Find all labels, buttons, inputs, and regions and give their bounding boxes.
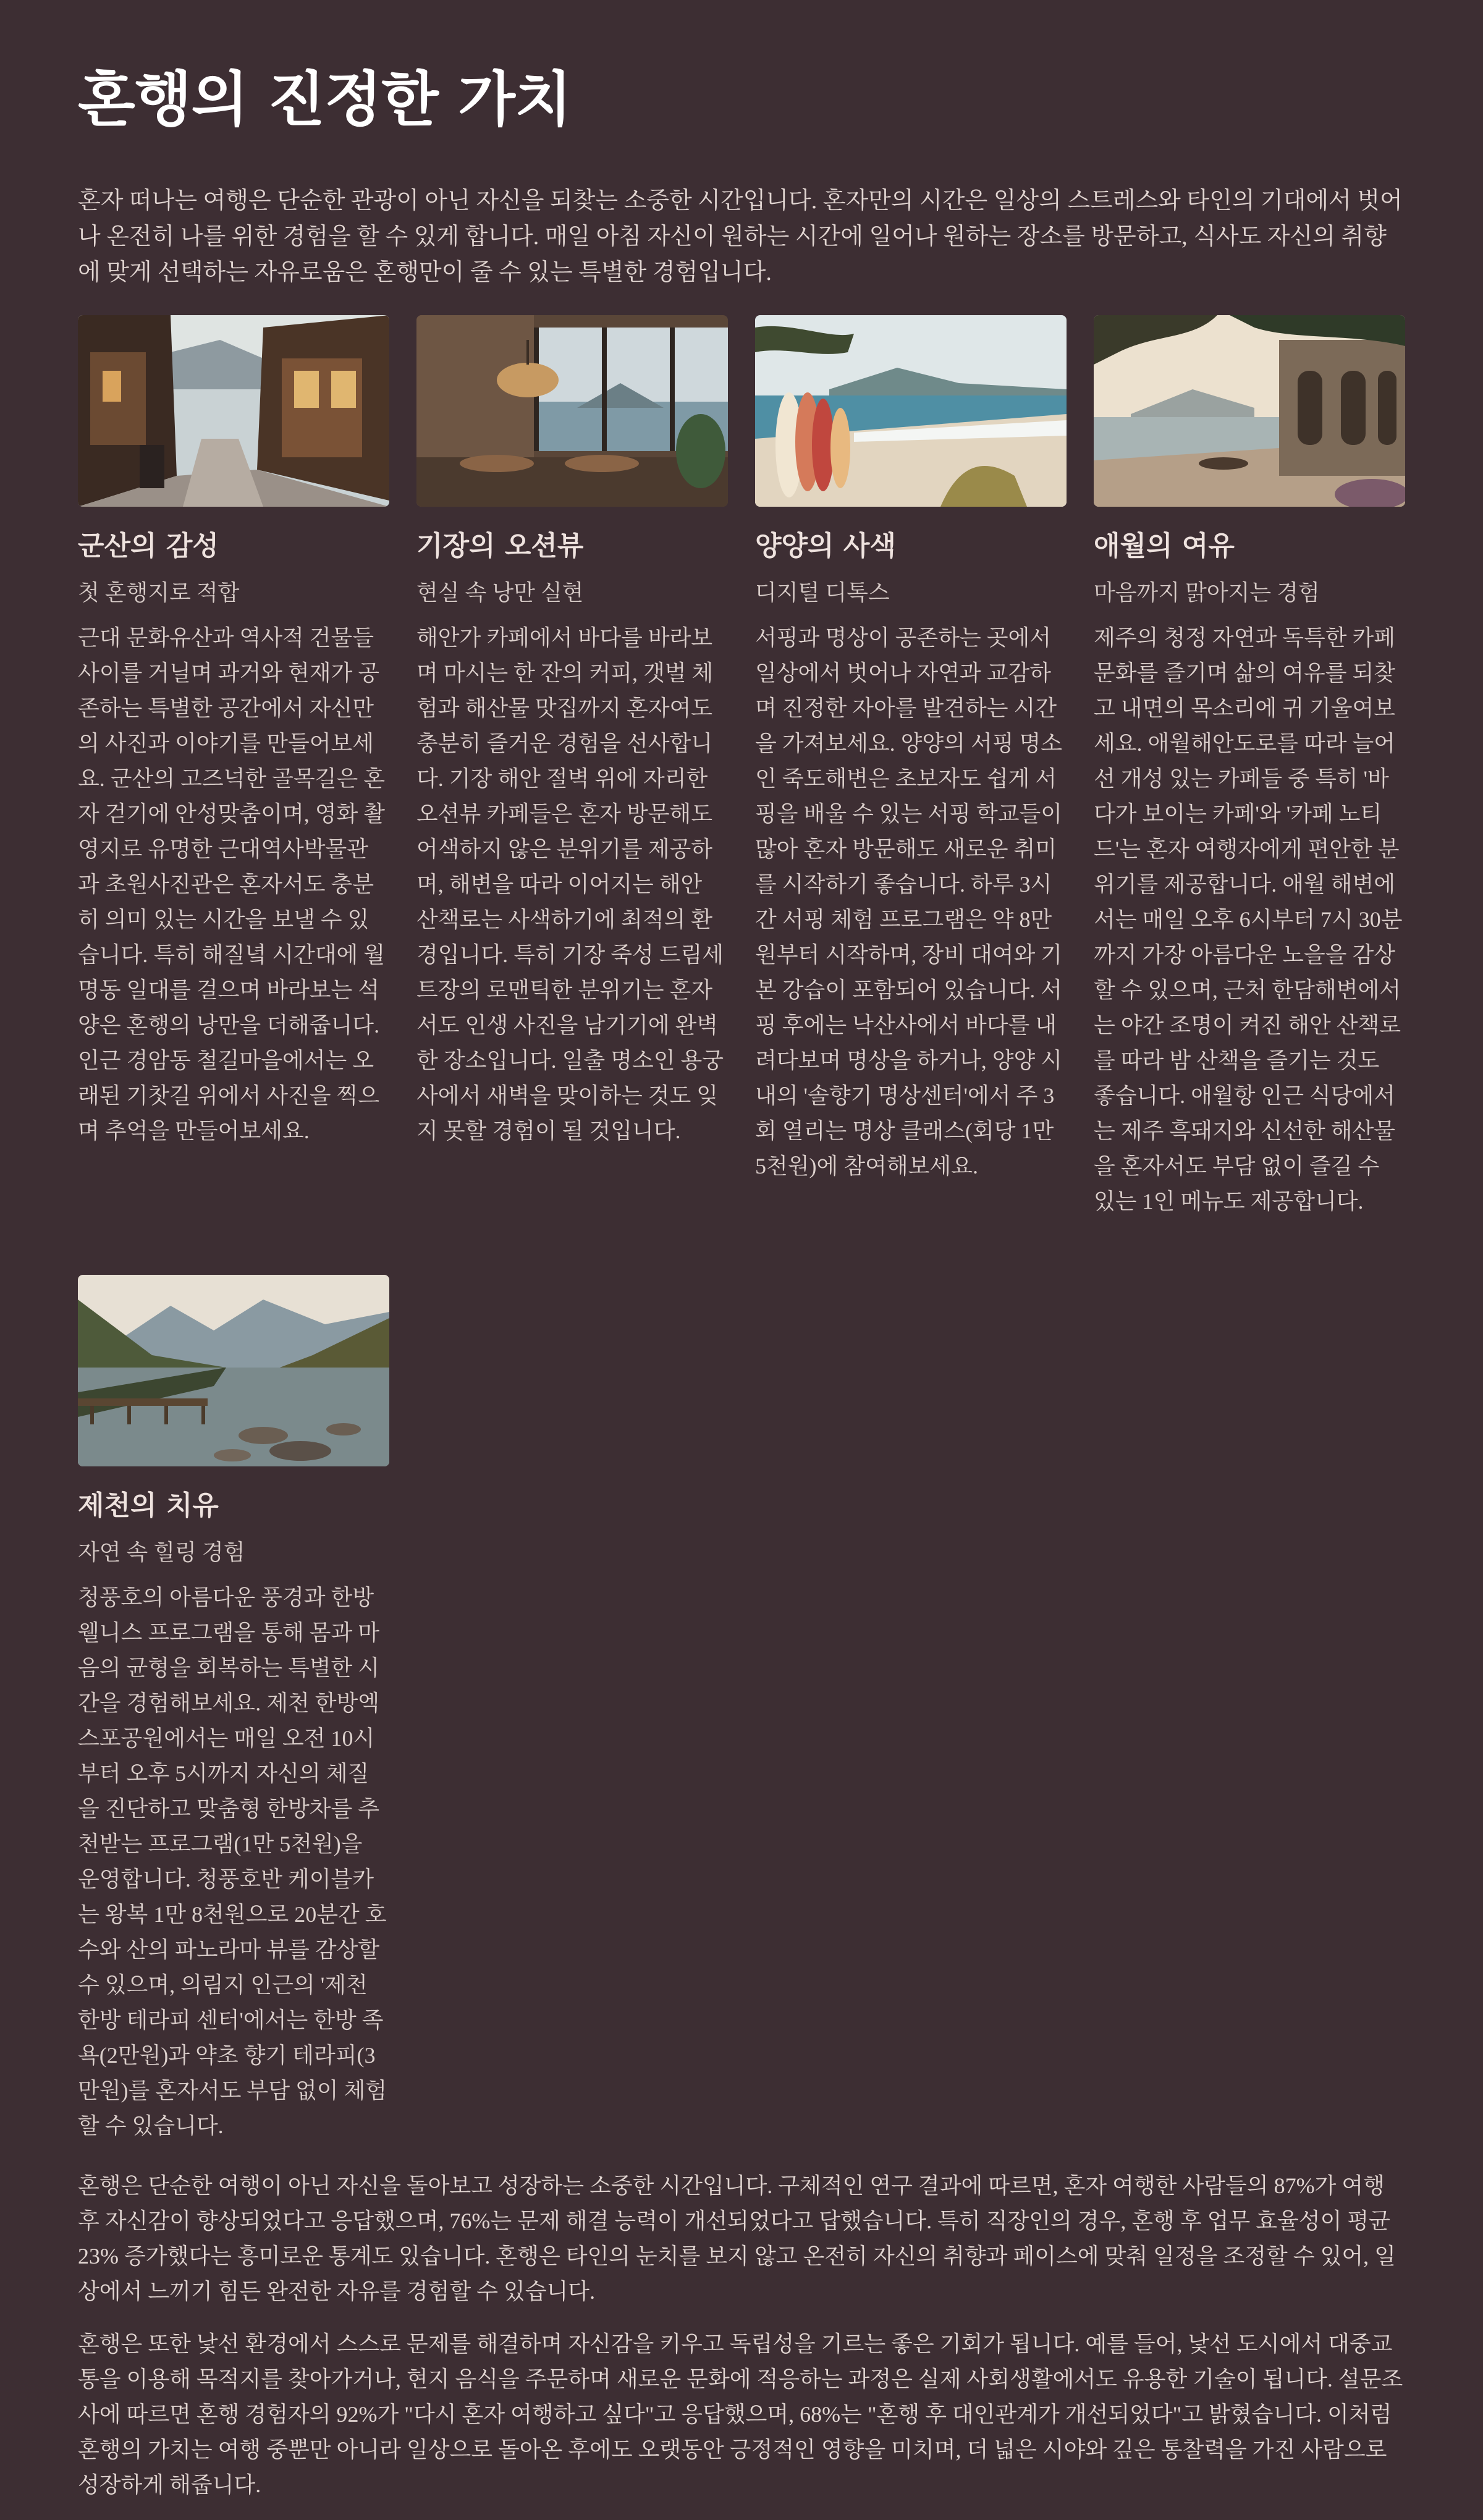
- street-photo-icon: [78, 315, 389, 507]
- cafe-photo-icon: [416, 315, 728, 507]
- card-title: 제천의 치유: [78, 1490, 219, 1521]
- card-description: 제주의 청정 자연과 독특한 카페 문화를 즐기며 삶의 여유를 되찾고 내면의 목소리에 귀 기울여보세요. 애월해안도로를 따라 늘어선 개성 있는 카페들 중 특히 '바다가 보이는 카페'와 '카페 노티드'는 혼자 여행자에게 편안한 분위기를 제공합니다. 애월 해변에서는 매일 오후 6시부터 7시 30분까지 가장 아름다운 노을을 감상할 수 있으며, 근처 한담해변에서는 야간 조명이 켜진 해안 산책로를 따라 밤 산책을 즐기는 것도 좋습니다. 애월항 인근 식당에서는 제주 흑돼지와 신선한 해산물을 혼자서도 부담 없이 즐길 수 있는 1인 메뉴도 제공합니다.: [1094, 625, 1403, 1214]
- destination-card-yangyang: [755, 315, 1067, 1219]
- card-description: 청풍호의 아름다운 풍경과 한방 웰니스 프로그램을 통해 몸과 마음의 균형을 회복하는 특별한 시간을 경험해보세요. 제천 한방엑스포공원에서는 매일 오전 10시부터 오후 5시까지 자신의 체질을 진단하고 맞춤형 한방차를 추천받는 프로그램(1만 5천원)을 운영합니다. 청풍호반 케이블카는 왕복 1만 8천원으로 20분간 호수와 산의 파노라마 뷰를 감상할 수 있으며, 의림지 인근의 '제천 한방 테라피 센터'에서는 한방 족욕(2만원)과 약초 향기 테라피(3만원)를 혼자서도 부담 없이 체험할 수 있습니다.: [78, 1585, 387, 2138]
- conclusion-paragraph: 혼행은 단순한 여행이 아닌 자신을 돌아보고 성장하는 소중한 시간입니다. 구체적인 연구 결과에 따르면, 혼자 여행한 사람들의 87%가 여행 후 자신감이 향상되었다고 응답했으며, 76%는 문제 해결 능력이 개선되었다고 답했습니다. 특히 직장인의 경우, 혼행 후 업무 효율성이 평균 23% 증가했다는 흥미로운 통계도 있습니다. 혼행은 타인의 눈치를 보지 않고 온전히 자신의 취향과 페이스에 맞춰 일정을 조정할 수 있어, 일상에서 느끼기 힘든 완전한 자유를 경험할 수 있습니다.: [78, 2173, 1396, 2304]
- card-subtitle: 마음까지 맑아지는 경험: [1094, 580, 1320, 605]
- destination-card-aewol: [1094, 315, 1405, 1219]
- destination-card-gunsan: [78, 315, 389, 1219]
- card-title: 양양의 사색: [755, 530, 896, 562]
- card-title: 애월의 여유: [1094, 530, 1235, 562]
- beach-photo-icon: [755, 315, 1067, 507]
- destination-grid: [78, 315, 1405, 2144]
- card-subtitle: 첫 혼행지로 적합: [78, 580, 240, 605]
- conclusion-paragraph: 혼행은 또한 낯선 환경에서 스스로 문제를 해결하며 자신감을 키우고 독립성을 기르는 좋은 기회가 됩니다. 예를 들어, 낯선 도시에서 대중교통을 이용해 목적지를 찾아가거나, 현지 음식을 주문하며 새로운 문화에 적응하는 과정은 실제 사회생활에서도 유용한 기술이 됩니다. 설문조사에 따르면 혼행 경험자의 92%가 "다시 혼자 여행하고 싶다"고 응답했으며, 68%는 "혼행 후 대인관계가 개선되었다"고 밝혔습니다. 이처럼 혼행의 가치는 여행 중뿐만 아니라 일상으로 돌아온 후에도 오랫동안 긍정적인 영향을 미치며, 더 넓은 시야와 깊은 통찰력을 가진 사람으로 성장하게 해줍니다.: [78, 2332, 1403, 2497]
- card-subtitle: 현실 속 낭만 실현: [416, 580, 584, 605]
- intro-paragraph: 혼자 떠나는 여행은 단순한 관광이 아닌 자신을 되찾는 소중한 시간입니다. 혼자만의 시간은 일상의 스트레스와 타인의 기대에서 벗어나 온전히 나를 위한 경험을 할 수 있게 합니다. 매일 아침 자신이 원하는 시간에 일어나 원하는 장소를 방문하고, 식사도 자신의 취향에 맞게 선택하는 자유로움은 혼행만이 줄 수 있는 특별한 경험입니다.: [78, 188, 1403, 285]
- card-subtitle: 자연 속 힐링 경험: [78, 1540, 245, 1565]
- card-title: 기장의 오션뷰: [416, 530, 584, 562]
- coast-photo-icon: [1094, 315, 1405, 507]
- lake-photo-icon: [78, 1275, 389, 1466]
- card-description: 근대 문화유산과 역사적 건물들 사이를 거닐며 과거와 현재가 공존하는 특별한 공간에서 자신만의 사진과 이야기를 만들어보세요. 군산의 고즈넉한 골목길은 혼자 걷기에 안성맞춤이며, 영화 촬영지로 유명한 근대역사박물관과 초원사진관은 혼자서도 충분히 의미 있는 시간을 보낼 수 있습니다. 특히 해질녘 시간대에 월명동 일대를 걸으며 바라보는 석양은 혼행의 낭만을 더해줍니다. 인근 경암동 철길마을에서는 오래된 기찻길 위에서 사진을 찍으며 추억을 만들어보세요.: [78, 625, 386, 1143]
- page-title: 혼행의 진정한 가치: [78, 65, 572, 134]
- card-subtitle: 디지털 디톡스: [755, 580, 890, 605]
- card-description: 해안가 카페에서 바다를 바라보며 마시는 한 잔의 커피, 갯벌 체험과 해산물 맛집까지 혼자여도 충분히 즐거운 경험을 선사합니다. 기장 해안 절벽 위에 자리한 오션뷰 카페들은 혼자 방문해도 어색하지 않은 분위기를 제공하며, 해변을 따라 이어지는 해안 산책로는 사색하기에 최적의 환경입니다. 특히 기장 죽성 드림세트장의 로맨틱한 분위기는 혼자서도 인생 사진을 남기기에 완벽한 장소입니다. 일출 명소인 용궁사에서 새벽을 맞이하는 것도 잊지 못할 경험이 될 것입니다.: [416, 625, 724, 1143]
- destination-card-jecheon: [78, 1275, 389, 2144]
- destination-card-gijang: [416, 315, 728, 1219]
- card-description: 서핑과 명상이 공존하는 곳에서 일상에서 벗어나 자연과 교감하며 진정한 자아를 발견하는 시간을 가져보세요. 양양의 서핑 명소인 죽도해변은 초보자도 쉽게 서핑을 배울 수 있는 서핑 학교들이 많아 혼자 방문해도 새로운 취미를 시작하기 좋습니다. 하루 3시간 서핑 체험 프로그램은 약 8만원부터 시작하며, 장비 대여와 기본 강습이 포함되어 있습니다. 서핑 후에는 낙산사에서 바다를 내려다보며 명상을 하거나, 양양 시내의 '솔향기 명상센터'에서 주 3회 열리는 명상 클래스(회당 1만 5천원)에 참여해보세요.: [755, 625, 1063, 1178]
- card-title: 군산의 감성: [78, 530, 219, 562]
